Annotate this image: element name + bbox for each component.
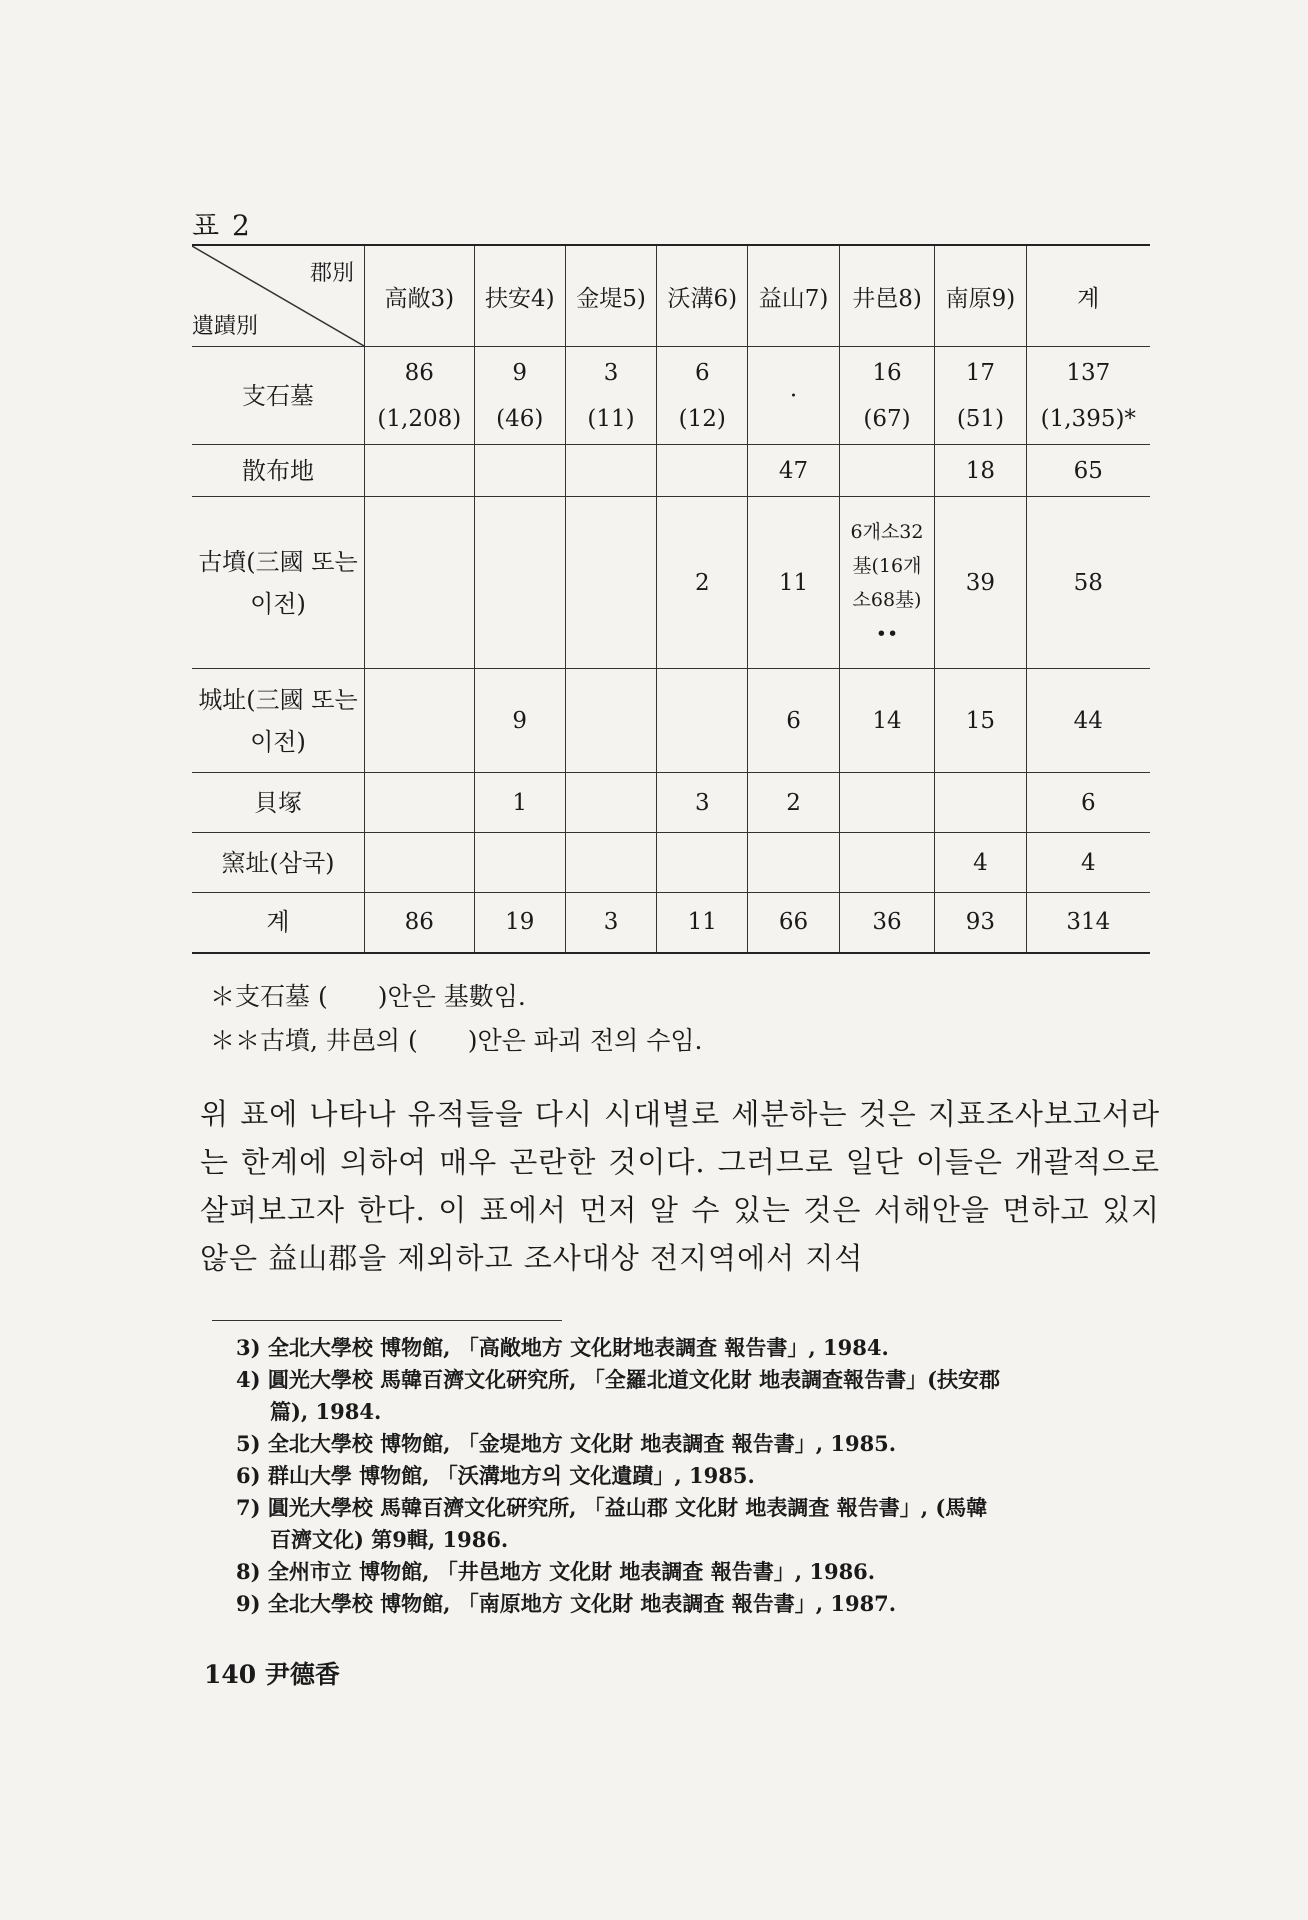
cell-line: 3 (603, 909, 619, 936)
cell-line: 4 (973, 849, 988, 876)
table-cell (565, 773, 656, 833)
table-cell (839, 893, 935, 953)
cell-line: 3 (694, 789, 710, 816)
cell-line: 6 (786, 707, 801, 734)
row-header: 古墳(三國 또는 이전) (192, 497, 365, 669)
cell-line: 소68基) (852, 588, 922, 611)
footnotes (236, 1332, 1156, 1620)
table-cell (365, 893, 475, 953)
cell-line: 44 (1073, 707, 1103, 734)
page-folio: 140 尹德香 (204, 1660, 340, 1689)
footnote: 5) 全北大學校 博物館, 「金堤地方 文化財 地表調査 報告書」, 1985. (236, 1431, 897, 1456)
cell-line: (11) (587, 405, 635, 432)
column-header: 扶安4) (474, 245, 565, 347)
cell-line: 17 (965, 359, 996, 386)
cell-line: 58 (1073, 569, 1103, 596)
row-header: 계 (192, 893, 365, 953)
table-cell (1026, 893, 1150, 953)
table-cell (935, 445, 1026, 497)
footnote: 7) 圓光大學校 馬韓百濟文化硏究所, 「益山郡 文化財 地表調査 報告書」, (馬韓 (236, 1495, 988, 1520)
row-header: 城址(三國 또는 이전) (192, 669, 365, 773)
cell-line: 16 (872, 359, 902, 386)
cell-line: 2 (694, 569, 710, 596)
cell-line: 314 (1066, 909, 1111, 936)
table-cell (839, 497, 935, 669)
note-line: ＊支石墓 ( )안은 基數임. (210, 982, 526, 1011)
table-cell (657, 347, 748, 445)
table-cell (365, 833, 475, 893)
header-row (192, 245, 1150, 347)
table-cell (1026, 445, 1150, 497)
table-cell (474, 773, 565, 833)
table-cell (657, 497, 748, 669)
table-cell (657, 773, 748, 833)
row-header: 支石墓 (192, 347, 365, 445)
corner-bottom-label: 遺蹟別 (192, 314, 259, 339)
table-cell (657, 669, 748, 773)
table-row (192, 833, 1150, 893)
cell-line: 36 (872, 909, 902, 936)
footnote-rule (212, 1320, 562, 1321)
column-header: 沃溝6) (657, 245, 748, 347)
table-cell (474, 833, 565, 893)
cell-line: 基(16개 (852, 554, 922, 577)
cell-line: 86 (404, 359, 434, 386)
cell-line: 15 (965, 707, 996, 734)
column-header: 南原9) (935, 245, 1026, 347)
footnote: 9) 全北大學校 博物館, 「南原地方 文化財 地表調査 報告書」, 1987. (236, 1591, 897, 1616)
table-cell (474, 669, 565, 773)
table-cell (657, 893, 748, 953)
table-cell (935, 833, 1026, 893)
cell-line: 9 (512, 359, 528, 386)
cell-line: 86 (404, 909, 434, 936)
note-line: ＊＊古墳, 井邑의 ( )안은 파괴 전의 수임. (210, 1026, 703, 1055)
table-cell (748, 445, 839, 497)
cell-line: •• (875, 622, 899, 645)
row-header: 散布地 (192, 445, 365, 497)
table-cell (1026, 347, 1150, 445)
column-header: 井邑8) (839, 245, 935, 347)
table-cell (474, 497, 565, 669)
body-paragraph: 위 표에 나타나 유적들을 다시 시대별로 세분하는 것은 지표조사보고서라는 한계에 의하여 매우 곤란한 것이다. 그러므로 일단 이들은 개괄적으로 살펴보고자 한다. 이 표에서 먼저 알 수 있는 것은 서해안을 면하고 있지 않은 益山郡을 제외하고 조사대상 전지역에서 지석 (200, 1097, 1160, 1275)
table-cell (748, 347, 839, 445)
table-cell (748, 669, 839, 773)
cell-line: 1 (512, 789, 528, 816)
table-cell (839, 669, 935, 773)
corner-cell (192, 245, 365, 347)
cell-line: 47 (778, 457, 809, 484)
column-header: 계 (1026, 245, 1150, 347)
table-caption: 표 2 (192, 209, 252, 242)
cell-line: (12) (678, 405, 726, 432)
row-header: 貝塚 (192, 773, 365, 833)
table-cell (748, 773, 839, 833)
table-cell (748, 833, 839, 893)
cell-line: 6 (694, 359, 710, 386)
cell-line: · (789, 382, 798, 409)
table-cell (935, 893, 1026, 953)
cell-line: 11 (778, 569, 809, 596)
table-cell (748, 497, 839, 669)
table-row (192, 497, 1150, 669)
table-cell (474, 445, 565, 497)
corner-top-label: 郡別 (309, 261, 354, 286)
cell-line: 2 (786, 789, 801, 816)
table-cell (565, 497, 656, 669)
table-cell (657, 445, 748, 497)
cell-line: 9 (512, 707, 528, 734)
table-cell (1026, 669, 1150, 773)
column-header: 金堤5) (565, 245, 656, 347)
footnote: 3) 全北大學校 博物館, 「高敞地方 文化財地表調査 報告書」, 1984. (236, 1335, 889, 1360)
cell-line: 3 (603, 359, 619, 386)
table-cell (1026, 833, 1150, 893)
row-header: 窯址(삼국) (192, 833, 365, 893)
cell-line: 14 (872, 707, 902, 734)
table-cell (839, 773, 935, 833)
cell-line: 19 (505, 909, 535, 936)
table-cell (935, 669, 1026, 773)
table-row (192, 773, 1150, 833)
table-cell (565, 833, 656, 893)
cell-line: (1,395)* (1040, 405, 1136, 432)
cell-line: 66 (778, 909, 809, 936)
table-cell (474, 893, 565, 953)
cell-line: 6개소32 (850, 520, 924, 543)
table-cell (565, 347, 656, 445)
cell-line: 4 (1080, 849, 1096, 876)
footnote-continued: 百濟文化) 第9輯, 1986. (270, 1527, 509, 1552)
table-cell (365, 773, 475, 833)
column-header: 益山7) (748, 245, 839, 347)
table-row (192, 669, 1150, 773)
table-cell (365, 497, 475, 669)
cell-line: 65 (1073, 457, 1103, 484)
table-cell (935, 773, 1026, 833)
table-cell (839, 833, 935, 893)
column-header: 高敞3) (365, 245, 475, 347)
table-cell (565, 445, 656, 497)
cell-line: 6 (1080, 789, 1096, 816)
cell-line: 137 (1066, 359, 1111, 386)
table-cell (474, 347, 565, 445)
footnote: 6) 群山大學 博物館, 「沃溝地方의 文化遺蹟」, 1985. (236, 1463, 755, 1488)
table-cell (935, 347, 1026, 445)
table-row (192, 893, 1150, 953)
footnote-continued: 篇), 1984. (270, 1399, 382, 1424)
cell-line: 93 (965, 909, 996, 936)
cell-line: (1,208) (377, 405, 462, 432)
cell-line: 18 (965, 457, 996, 484)
table-cell (365, 445, 475, 497)
table-cell (657, 833, 748, 893)
sites-table (192, 244, 1150, 954)
table-row (192, 445, 1150, 497)
footnote: 4) 圓光大學校 馬韓百濟文化硏究所, 「全羅北道文化財 地表調査報告書」(扶安郡 (236, 1367, 1001, 1392)
table-row (192, 347, 1150, 445)
cell-line: 39 (965, 569, 996, 596)
table-notes (210, 975, 703, 1063)
table-cell (935, 497, 1026, 669)
table-cell (839, 347, 935, 445)
table-cell (365, 669, 475, 773)
cell-line: (46) (496, 405, 544, 432)
table-cell (365, 347, 475, 445)
table-cell (1026, 497, 1150, 669)
cell-line: (67) (863, 405, 911, 432)
table-cell (565, 893, 656, 953)
cell-line: (51) (956, 405, 1005, 432)
footnote: 8) 全州市立 博物館, 「井邑地方 文化財 地表調査 報告書」, 1986. (236, 1559, 876, 1584)
table-cell (839, 445, 935, 497)
table-cell (748, 893, 839, 953)
table-cell (565, 669, 656, 773)
table-cell (1026, 773, 1150, 833)
cell-line: 11 (687, 909, 717, 936)
